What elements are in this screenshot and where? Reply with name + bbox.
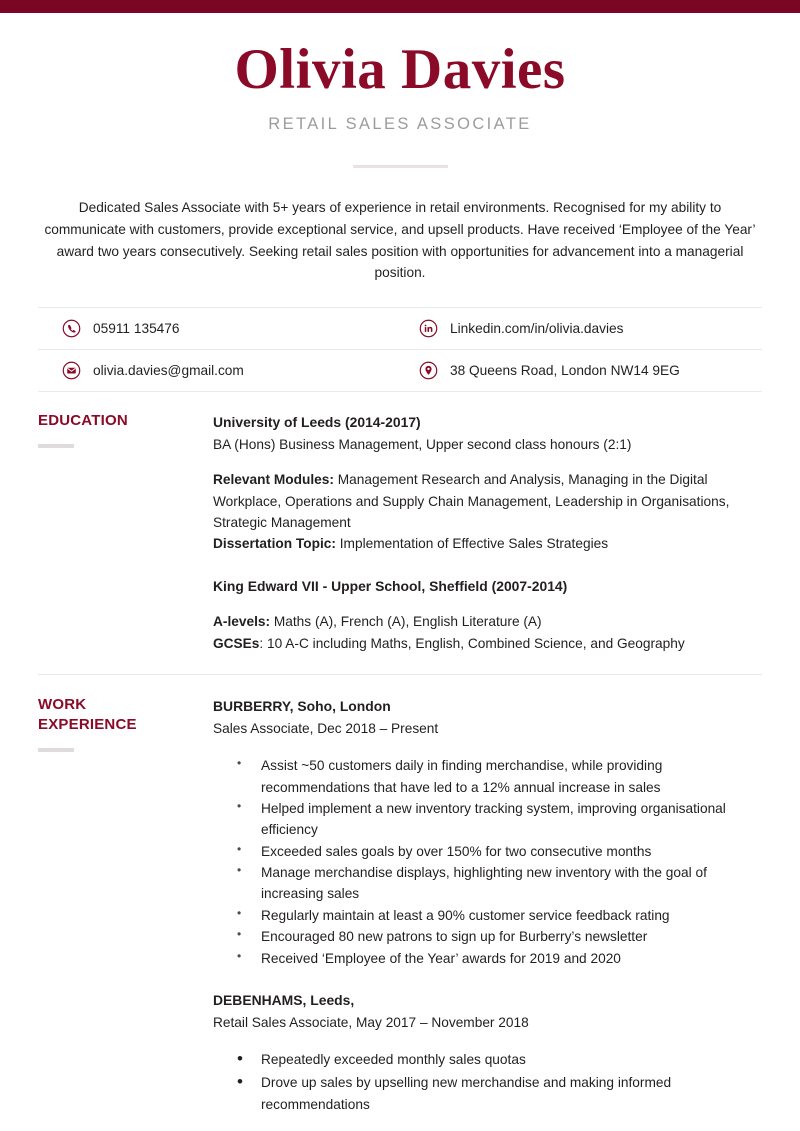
education-detail-line	[213, 633, 762, 654]
education-detail-label: Relevant Modules:	[213, 472, 334, 488]
top-accent-bar	[0, 0, 800, 13]
work-bullet: • Helped implement a new inventory tracking system, improving organisational efficiency	[213, 798, 762, 841]
work-role: Retail Sales Associate, May 2017 – November 2018	[213, 1014, 529, 1030]
education-detail-value: Implementation of Effective Sales Strategies	[335, 536, 609, 552]
contact-phone-text: 05911 135476	[93, 321, 180, 337]
work-bullet: • Assist ~50 customers daily in finding merchandise, while providing recommendations that have led to a 12% annual increase in sales	[213, 755, 762, 798]
education-detail-label: Dissertation Topic:	[213, 536, 336, 552]
work-bullet: • Manage merchandise displays, highlighting new inventory with the goal of increasing sales	[213, 862, 762, 905]
work-bullet-list	[213, 1049, 762, 1115]
education-detail-line	[213, 611, 762, 632]
education-detail-label: GCSEs	[213, 635, 260, 651]
contact-email-text: olivia.davies@gmail.com	[93, 363, 244, 379]
work-company: DEBENHAMS, Leeds,	[213, 991, 355, 1008]
work-heading-line2: EXPERIENCE	[38, 715, 137, 733]
work-role: Sales Associate, Dec 2018 – Present	[213, 720, 439, 736]
work-bullet-list	[213, 755, 762, 969]
education-heading: EDUCATION	[38, 412, 128, 430]
work-heading-line1: WORK	[38, 696, 87, 714]
work-job	[213, 990, 762, 1033]
contact-item-email[interactable]	[38, 350, 400, 392]
location-pin-icon	[419, 361, 438, 380]
contact-item-phone[interactable]	[38, 308, 400, 350]
education-entry	[213, 576, 762, 598]
education-institution: King Edward VII - Upper School, Sheffield (2007-2014)	[213, 577, 568, 594]
section-education	[38, 392, 762, 654]
education-detail-value: : 10 A-C including Maths, English, Combined Science, and Geography	[259, 635, 685, 651]
work-bullet: • Regularly maintain at least a 90% customer service feedback rating	[213, 905, 762, 926]
linkedin-icon	[419, 319, 438, 338]
education-detail-line	[213, 469, 762, 533]
phone-icon	[62, 319, 81, 338]
education-content	[213, 411, 762, 654]
contact-grid	[38, 308, 762, 392]
work-label-column	[38, 695, 213, 1117]
email-icon	[62, 361, 81, 380]
contact-item-linkedin[interactable]	[400, 308, 762, 350]
work-bullet: • Received ‘Employee of the Year’ awards for 2019 and 2020	[213, 948, 762, 969]
work-job	[213, 696, 762, 739]
education-qualification: BA (Hons) Business Management, Upper second class honours (2:1)	[213, 436, 632, 452]
contact-linkedin-text: Linkedin.com/in/olivia.davies	[450, 321, 624, 337]
work-bullet: • Repeatedly exceeded monthly sales quotas	[213, 1049, 762, 1070]
work-heading-rule	[38, 748, 74, 752]
education-institution: University of Leeds (2014-2017)	[213, 414, 421, 431]
contact-location-text: 38 Queens Road, London NW14 9EG	[450, 363, 680, 379]
education-heading-rule	[38, 444, 74, 448]
education-label-column	[38, 411, 213, 654]
education-detail-label: A-levels:	[213, 614, 271, 630]
work-bullet: • Exceeded sales goals by over 150% for two consecutive months	[213, 841, 762, 862]
resume-header	[0, 13, 800, 168]
work-content	[213, 695, 762, 1117]
education-detail-line	[213, 533, 762, 554]
work-company: BURBERRY, Soho, London	[213, 698, 391, 715]
header-divider	[353, 165, 448, 168]
section-work-experience	[38, 675, 762, 1117]
education-detail-value: Management Research and Analysis, Managing in the Digital Workplace, Operations and Supply Chain Management, Leadership in Organisations, Strategic Management	[213, 472, 730, 530]
candidate-job-title: RETAIL SALES ASSOCIATE	[268, 115, 532, 133]
candidate-name: Olivia Davies	[234, 38, 566, 101]
work-bullet: • Encouraged 80 new patrons to sign up for Burberry’s newsletter	[213, 926, 762, 947]
work-bullet: • Drove up sales by upselling new merchandise and making informed recommendations	[213, 1072, 762, 1115]
contact-item-location[interactable]	[400, 350, 762, 392]
education-detail-value: Maths (A), French (A), English Literature (A)	[270, 614, 542, 630]
education-entry	[213, 412, 762, 455]
professional-summary: Dedicated Sales Associate with 5+ years of experience in retail environments. Recognised for my ability to communicate with customers, provide exceptional service, and upsell products. Have received ‘Employee of the Year’ award two years consecutively. Seeking retail sales position with opportunities for advancement into a managerial position.	[44, 200, 756, 281]
